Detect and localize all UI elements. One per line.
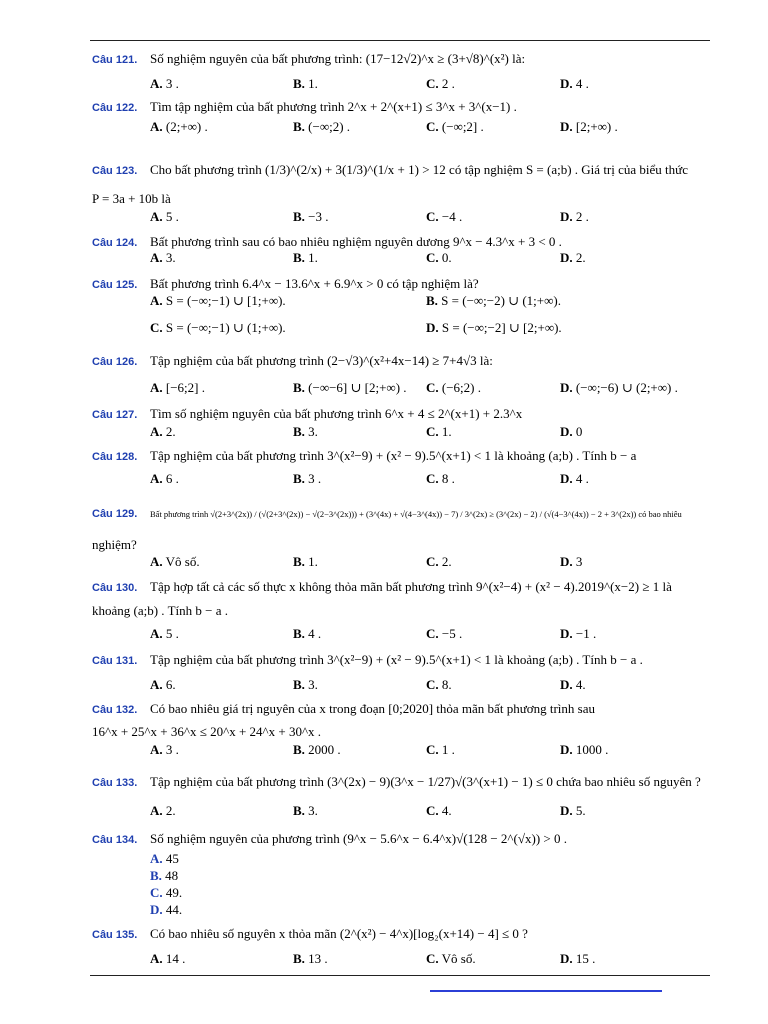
question-131 [92,651,712,670]
option-letter: C. [426,742,439,757]
question-stem: Bất phương trình 6.4^x − 13.6^x + 6.9^x > 0 có tập nghiệm là? [150,276,479,291]
option-text: 2000 . [308,742,341,757]
question-stem-continuation: nghiệm? [92,537,137,552]
option-text: 2. [441,554,452,569]
option-text: 5. [575,803,586,818]
option-d[interactable] [560,626,596,642]
option-b[interactable] [293,76,318,92]
option-text: 1000 . [575,742,609,757]
option-text: 1. [441,424,452,439]
question-number: Câu 132. [92,704,138,716]
option-a[interactable] [150,742,179,758]
option-b[interactable] [293,677,318,693]
footer-link-line[interactable] [430,990,662,992]
option-letter: B. [293,76,305,91]
option-b[interactable] [150,867,182,884]
option-letter: B. [293,554,305,569]
question-stem: Tìm tập nghiệm của bất phương trình 2^x + 2^(x+1) ≤ 3^x + 3^(x−1) . [150,99,517,114]
option-d[interactable] [560,951,595,967]
option-text: 8. [441,677,452,692]
option-text: 2. [165,803,176,818]
option-text: 2 . [441,76,455,91]
options-row [150,293,710,309]
option-letter: B. [293,471,305,486]
question-stem: Tìm số nghiệm nguyên của bất phương trình 6^x + 4 ≤ 2^(x+1) + 2.3^x [150,406,523,421]
option-letter: C. [426,951,439,966]
option-c[interactable] [426,209,462,225]
option-text: 4. [575,677,586,692]
question-stem: Tập hợp tất cả các số thực x không thỏa mãn bất phương trình 9^(x²−4) + (x² − 4).2019^(x−2) ≥ 1 là [150,579,672,594]
option-letter: B. [293,380,305,395]
option-c[interactable] [426,250,452,266]
options-row [150,76,710,92]
question-127 [92,405,712,424]
option-b[interactable] [293,803,318,819]
option-a[interactable] [150,951,185,967]
options-list [150,850,182,918]
option-letter: D. [560,677,573,692]
question-number: Câu 125. [92,279,138,291]
option-c[interactable] [426,471,455,487]
option-letter: D. [150,902,163,917]
option-letter: C. [426,677,439,692]
options-row [150,471,710,487]
option-c[interactable] [426,803,452,819]
option-letter: D. [426,320,439,335]
bottom-rule [90,975,710,976]
option-letter: C. [426,471,439,486]
option-letter: C. [426,209,439,224]
option-letter: D. [560,554,573,569]
option-text: 8 . [441,471,455,486]
option-a[interactable] [150,471,179,487]
option-d[interactable] [560,424,582,440]
option-text: [−6;2] . [165,380,205,395]
option-letter: A. [150,293,163,308]
option-b[interactable] [293,471,321,487]
option-a[interactable] [150,250,176,266]
option-text: 1. [308,76,318,91]
option-c[interactable] [426,424,452,440]
option-c[interactable] [150,320,286,336]
option-a[interactable] [150,803,176,819]
option-a[interactable] [150,380,205,396]
option-text: 4. [441,803,452,818]
option-c[interactable] [150,884,182,901]
question-number: Câu 122. [92,102,138,114]
option-a[interactable] [150,293,286,309]
top-rule [90,40,710,41]
option-text: Vô số. [165,554,200,569]
option-d[interactable] [560,803,586,819]
option-letter: D. [560,119,573,134]
question-stem-continuation: khoảng (a;b) . Tính b − a . [92,603,228,618]
option-letter: A. [150,742,163,757]
question-129 [92,505,712,523]
option-b[interactable] [293,119,350,135]
option-letter: C. [426,380,439,395]
option-text: 5 . [165,209,179,224]
option-a[interactable] [150,677,176,693]
option-letter: A. [150,554,163,569]
option-text: 4 . [575,76,589,91]
option-a[interactable] [150,424,176,440]
option-letter: A. [150,250,163,265]
option-text: 3 [575,554,583,569]
option-text: 45 [165,851,179,866]
option-text: 3 . [165,76,179,91]
question-stem: Có bao nhiêu giá trị nguyên của x trong đoạn [0;2020] thỏa mãn bất phương trình sau [150,701,595,716]
option-b[interactable] [293,951,328,967]
option-d[interactable] [560,677,586,693]
option-text: 4 . [575,471,589,486]
option-c[interactable] [426,951,476,967]
option-letter: B. [293,250,305,265]
option-a[interactable] [150,119,208,135]
option-letter: B. [293,677,305,692]
question-number: Câu 129. [92,508,138,520]
option-a[interactable] [150,209,179,225]
option-text: 0 [575,424,583,439]
option-text: S = (−∞;−2] ∪ [2;+∞). [441,320,562,335]
option-letter: C. [150,320,163,335]
question-135 [92,925,712,944]
option-text: −5 . [441,626,463,641]
option-text: 5 . [165,626,179,641]
option-c[interactable] [426,626,462,642]
option-text: 13 . [308,951,328,966]
question-125 [92,275,712,294]
options-row [150,742,710,758]
option-text: 3. [308,424,318,439]
option-c[interactable] [426,742,455,758]
options-row [150,320,710,336]
option-letter: D. [560,951,573,966]
option-text: 3. [308,677,318,692]
option-b[interactable] [293,424,318,440]
option-letter: B. [293,209,305,224]
option-a[interactable] [150,554,200,570]
option-text: (−∞;−6) ∪ (2;+∞) . [575,380,678,395]
option-letter: C. [150,885,163,900]
option-letter: A. [150,380,163,395]
option-letter: D. [560,209,573,224]
option-b[interactable] [293,380,407,396]
option-letter: D. [560,626,573,641]
option-letter: A. [150,76,163,91]
option-text: 2 . [575,209,589,224]
option-text: [2;+∞) . [575,119,618,134]
options-row [150,250,710,266]
option-text: 44. [165,902,183,917]
option-letter: A. [150,119,163,134]
option-text: 4 . [308,626,322,641]
option-text: 1 . [441,742,455,757]
option-text: (−∞−6] ∪ [2;+∞) . [308,380,407,395]
option-c[interactable] [426,677,452,693]
option-letter: B. [293,119,305,134]
question-number: Câu 128. [92,451,138,463]
option-letter: C. [426,250,439,265]
option-b[interactable] [293,742,341,758]
question-stem: Cho bất phương trình (1/3)^(2/x) + 3(1/3)^(1/x + 1) > 12 có tập nghiệm S = (a;b) . Giá trị của biểu thức [150,162,688,177]
question-number: Câu 123. [92,165,138,177]
option-letter: A. [150,851,163,866]
option-letter: A. [150,951,163,966]
question-stem: Số nghiệm nguyên của phương trình (9^x − 5.6^x − 6.4^x)√(128 − 2^(√x)) > 0 . [150,831,567,846]
option-text: (2;+∞) . [165,119,208,134]
option-letter: D. [560,380,573,395]
question-number: Câu 134. [92,834,138,846]
option-c[interactable] [426,554,452,570]
question-126 [92,352,712,371]
options-row [150,380,710,396]
option-c[interactable] [426,380,481,396]
option-letter: A. [150,424,163,439]
options-row [150,424,710,440]
option-letter: C. [426,424,439,439]
option-a[interactable] [150,626,179,642]
option-letter: D. [560,250,573,265]
question-130 [92,578,712,597]
question-number: Câu 127. [92,409,138,421]
option-text: S = (−∞;−1) ∪ [1;+∞). [165,293,286,308]
question-132 [92,700,712,719]
option-c[interactable] [426,76,455,92]
question-134 [92,830,712,849]
options-row [150,951,710,967]
option-letter: C. [426,626,439,641]
question-stem: Tập nghiệm của bất phương trình 3^(x²−9) + (x² − 9).5^(x+1) < 1 là khoảng (a;b) . Tính b − a . [150,652,643,667]
option-letter: A. [150,677,163,692]
option-letter: D. [560,742,573,757]
option-letter: D. [560,803,573,818]
question-stem: Tập nghiệm của bất phương trình 3^(x²−9) + (x² − 9).5^(x+1) < 1 là khoảng (a;b) . Tính b − a [150,448,637,463]
option-d[interactable] [560,76,589,92]
option-text: Vô số. [441,951,476,966]
question-stem-continuation: P = 3a + 10b là [92,191,171,206]
option-text: 6. [165,677,176,692]
option-text: 14 . [165,951,186,966]
question-number: Câu 124. [92,237,138,249]
option-b[interactable] [293,626,321,642]
option-letter: A. [150,626,163,641]
option-letter: B. [293,626,305,641]
question-133 [92,773,712,792]
option-d[interactable] [426,320,562,336]
option-d[interactable] [560,554,582,570]
question-number: Câu 126. [92,356,138,368]
option-letter: C. [426,554,439,569]
option-b[interactable] [293,554,318,570]
option-text: 3. [308,803,318,818]
option-text: 49. [165,885,183,900]
option-d[interactable] [560,742,608,758]
option-text: 3 . [308,471,322,486]
option-letter: D. [560,471,573,486]
option-a[interactable] [150,76,179,92]
option-letter: A. [150,471,163,486]
question-stem: Tập nghiệm của bất phương trình (3^(2x) − 9)(3^x − 1/27)√(3^(x+1) − 1) ≤ 0 chứa bao nhiêu số nguyên ? [150,774,701,789]
option-d[interactable] [560,250,586,266]
options-row [150,677,710,693]
options-row [150,803,710,819]
option-letter: D. [560,76,573,91]
option-text: −3 . [308,209,329,224]
option-text: 0. [441,250,452,265]
option-d[interactable] [560,209,589,225]
question-121 [92,50,712,69]
option-text: (−∞;2] . [441,119,484,134]
option-text: 15 . [575,951,596,966]
option-letter: B. [150,868,162,883]
option-d[interactable] [150,901,182,918]
question-number: Câu 130. [92,582,138,594]
question-stem: Có bao nhiêu số nguyên x thỏa mãn (2^(x²) − 4^x)[log₂(x+14) − 4] ≤ 0 ? [150,926,528,941]
option-letter: B. [293,803,305,818]
option-text: 2. [575,250,586,265]
question-number: Câu 133. [92,777,138,789]
option-letter: B. [293,742,305,757]
question-number: Câu 135. [92,929,138,941]
option-letter: C. [426,76,439,91]
option-b[interactable] [426,293,561,309]
option-letter: C. [426,803,439,818]
question-128 [92,447,712,466]
option-letter: B. [293,424,305,439]
options-row [150,209,710,225]
option-b[interactable] [293,250,318,266]
option-text: 6 . [165,471,179,486]
question-stem: Tập nghiệm của bất phương trình (2−√3)^(x²+4x−14) ≥ 7+4√3 là: [150,353,493,368]
option-text: 1. [308,250,318,265]
question-stem: Bất phương trình sau có bao nhiêu nghiệm nguyên dương 9^x − 4.3^x + 3 < 0 . [150,234,562,249]
option-text: −1 . [575,626,597,641]
option-text: 2. [165,424,176,439]
option-letter: C. [426,119,439,134]
option-d[interactable] [560,119,618,135]
option-text: 3 . [165,742,179,757]
question-122 [92,98,712,117]
option-text: 3. [165,250,176,265]
option-text: 48 [165,868,179,883]
question-number: Câu 121. [92,54,138,66]
question-123 [92,161,712,180]
question-stem-continuation: 16^x + 25^x + 36^x ≤ 20^x + 24^x + 30^x . [92,724,322,739]
option-letter: D. [560,424,573,439]
option-text: S = (−∞;−1) ∪ (1;+∞). [165,320,286,335]
option-text: −4 . [441,209,463,224]
options-row [150,119,710,135]
option-text: 1. [308,554,318,569]
option-letter: B. [426,293,438,308]
option-text: S = (−∞;−2) ∪ (1;+∞). [441,293,561,308]
option-letter: A. [150,209,163,224]
question-stem: Số nghiệm nguyên của bất phương trình: (17−12√2)^x ≥ (3+√8)^(x²) là: [150,51,526,66]
option-letter: A. [150,803,163,818]
options-row [150,554,710,570]
option-b[interactable] [293,209,329,225]
option-c[interactable] [426,119,484,135]
question-stem: Bất phương trình √(2+3^(2x)) / (√(2+3^(2x)) − √(2−3^(2x))) + (3^(4x) + √(4−3^(4x)) − 7) / 3^(2x) ≥ (3^(2x) − 2) / (√(4−3^(4x)) − 2 + 3^(2x)) có bao nhiêu [150,509,682,519]
options-row [150,626,710,642]
option-letter: B. [293,951,305,966]
question-number: Câu 131. [92,655,138,667]
option-d[interactable] [560,471,589,487]
option-d[interactable] [560,380,678,396]
option-text: (−∞;2) . [308,119,351,134]
option-text: (−6;2) . [441,380,481,395]
option-a[interactable] [150,850,182,867]
